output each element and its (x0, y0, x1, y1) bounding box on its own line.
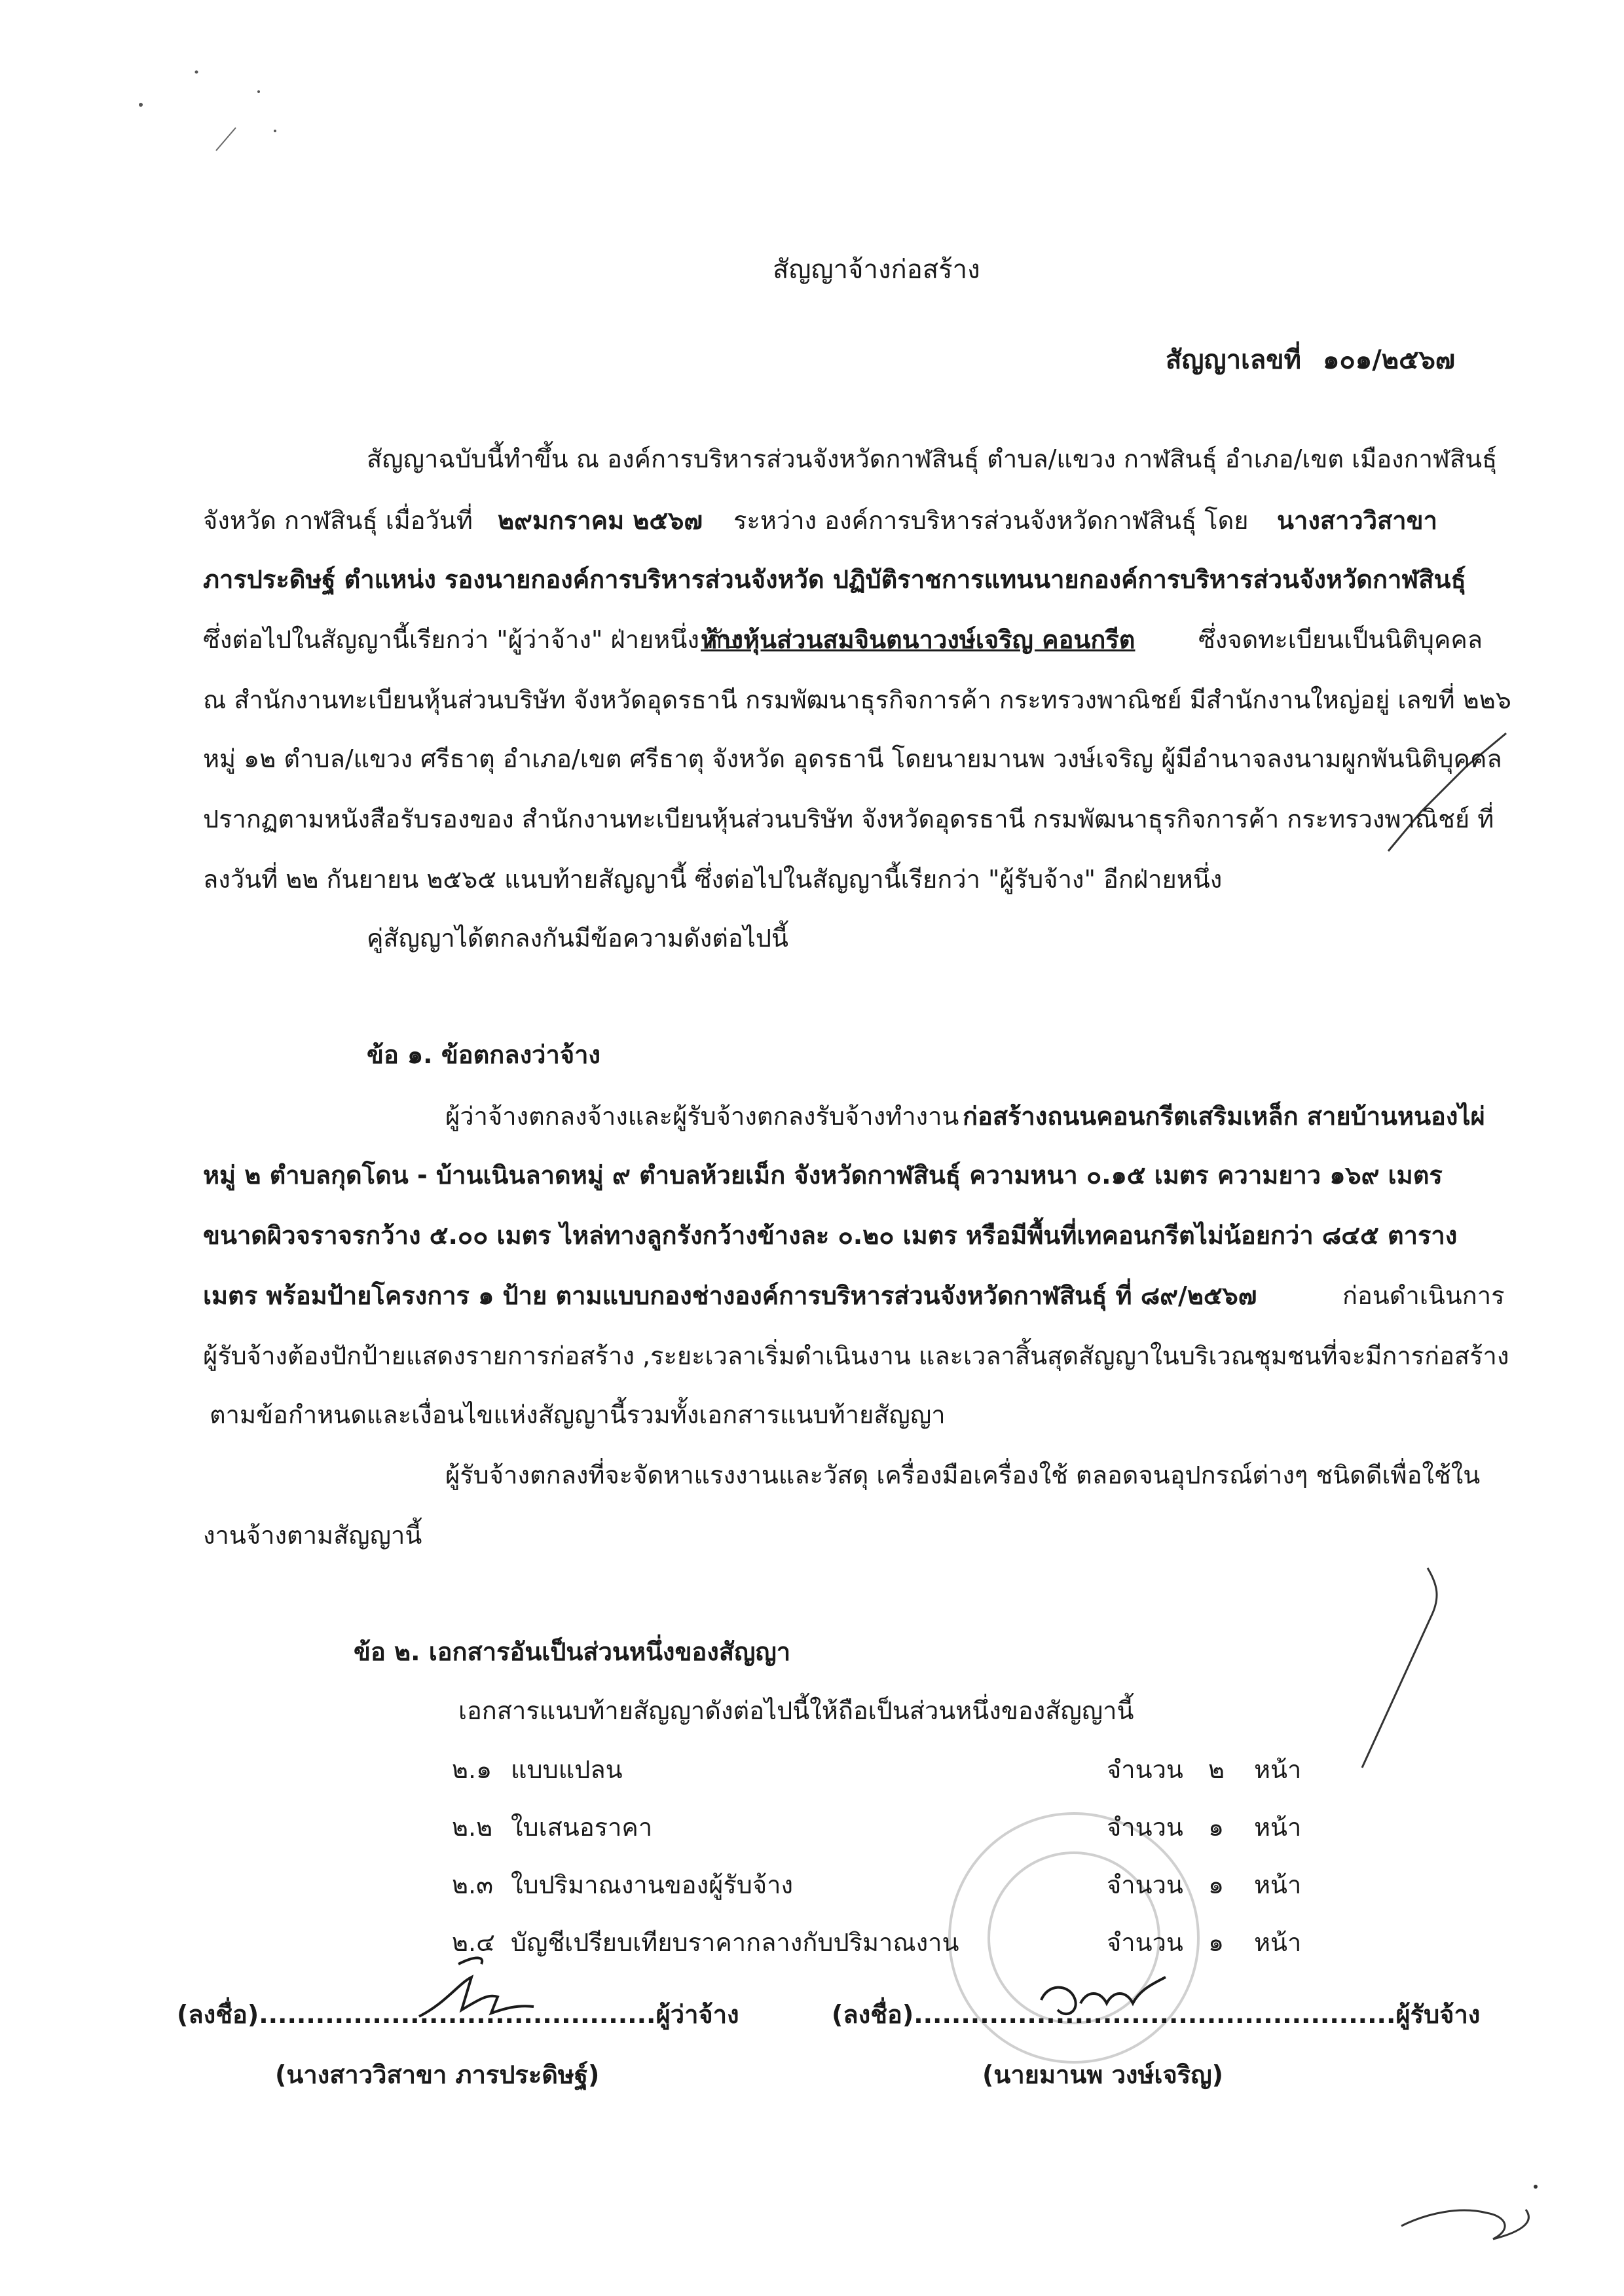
intro-line-8: ลงวันที่ ๒๒ กันยายน ๒๕๖๕ แนบท้ายสัญญานี้ ซึ่งต่อไปในสัญญานี้เรียกว่า "ผู้รับจ้าง" อีกฝ่ายหนึ่ง (203, 865, 1223, 894)
attachment-unit: หน้า (1254, 1813, 1302, 1842)
attachment-unit: หน้า (1254, 1755, 1302, 1784)
attachment-unit: หน้า (1254, 1928, 1302, 1957)
contractor-signatory-name: (นายมานพ วงษ์เจริญ) (982, 2060, 1223, 2089)
clause-1-line-2: หมู่ ๒ ตำบลกุดโดน - บ้านเนินลาดหมู่ ๙ ตำบลห้วยเม็ก จังหวัดกาฬสินธุ์ ความหนา ๐.๑๕ เมตร ความยาว ๑๖๙ เมตร (203, 1161, 1443, 1190)
attachment-count: ๑ (1208, 1928, 1225, 1957)
clause-1-line-3: ขนาดผิวจราจรกว้าง ๕.๐๐ เมตร ไหล่ทางลูกรังกว้างข้างละ ๐.๒๐ เมตร หรือมีพื้นที่เทคอนกรีตไม่น้อยกว่า ๘๔๕ ตาราง (203, 1221, 1458, 1250)
attachment-count: ๒ (1208, 1755, 1225, 1784)
attachment-count-label: จำนวน (1107, 1928, 1183, 1957)
contract-date: ๒๙มกราคม ๒๕๖๗ (498, 506, 703, 535)
attachment-count-label: จำนวน (1107, 1813, 1183, 1842)
intro-line-2b: ระหว่าง องค์การบริหารส่วนจังหวัดกาฬสินธุ์ โดย (733, 506, 1249, 535)
attachment-name: ใบปริมาณงานของผู้รับจ้าง (511, 1870, 794, 1899)
attachment-name: แบบแปลน (511, 1755, 623, 1784)
attachment-unit: หน้า (1254, 1870, 1302, 1899)
clause-1-heading: ข้อ ๑. ข้อตกลงว่าจ้าง (367, 1040, 600, 1069)
clause-1-line-7: ผู้รับจ้างตกลงที่จะจัดหาแรงงานและวัสดุ เครื่องมือเครื่องใช้ ตลอดจนอุปกรณ์ต่างๆ ชนิดดีเพื่อใช้ใน (445, 1461, 1481, 1489)
intro-line-7: ปรากฏตามหนังสือรับรองของ สำนักงานทะเบียนหุ้นส่วนบริษัท จังหวัดอุดรธานี กรมพัฒนาธุรกิจการค้า กระทรวงพาณิชย์ ที่ (203, 805, 1494, 833)
intro-line-2a: จังหวัด กาฬสินธุ์ เมื่อวันที่ (203, 506, 473, 535)
clause-1-line-4a: เมตร พร้อมป้ายโครงการ ๑ ป้าย ตามแบบกองช่างองค์การบริหารส่วนจังหวัดกาฬสินธุ์ ที่ ๘๙/๒๕๖๗ (203, 1281, 1257, 1310)
clause-1-line-1a: ผู้ว่าจ้างตกลงจ้างและผู้รับจ้างตกลงรับจ้างทำงาน (445, 1102, 959, 1131)
attachment-no: ๒.๓ (452, 1870, 494, 1899)
intro-line-9: คู่สัญญาได้ตกลงกันมีข้อความดังต่อไปนี้ (367, 924, 788, 953)
contract-number-label: สัญญาเลขที่ (1166, 345, 1301, 375)
initials-mark (1401, 2210, 1528, 2239)
clause-1-line-5: ผู้รับจ้างต้องปักป้ายแสดงรายการก่อสร้าง ,ระยะเวลาเริ่มดำเนินงาน และเวลาสิ้นสุดสัญญาในบริเวณชุมชนที่จะมีการก่อสร้าง (203, 1341, 1509, 1370)
attachment-count: ๑ (1208, 1813, 1225, 1842)
intro-line-5: ณ สำนักงานทะเบียนหุ้นส่วนบริษัท จังหวัดอุดรธานี กรมพัฒนาธุรกิจการค้า กระทรวงพาณิชย์ มีสำนักงานใหญ่อยู่ เลขที่ ๒๒๖ (203, 685, 1511, 714)
contractor-signature-line: (ลงชื่อ)...................................................ผู้รับจ้าง (832, 2000, 1481, 2029)
clause-1-project: ก่อสร้างถนนคอนกรีตเสริมเหล็ก สายบ้านหนองไผ่ (963, 1102, 1485, 1131)
attachment-name: บัญชีเปรียบเทียบราคากลางกับปริมาณงาน (511, 1928, 959, 1957)
contract-number-value: ๑๐๑/๒๕๖๗ (1323, 345, 1455, 375)
attachment-no: ๒.๒ (452, 1813, 493, 1842)
clause-1-line-8: งานจ้างตามสัญญานี้ (203, 1521, 422, 1550)
contractor-company: ห้างหุ้นส่วนสมจินตนาวงษ์เจริญ คอนกรีต (701, 625, 1135, 654)
employer-signatory-name: (นางสาววิสาขา ภารประดิษฐ์) (275, 2060, 600, 2089)
attachment-no: ๒.๑ (452, 1755, 492, 1784)
intro-line-4a: ซึ่งต่อไปในสัญญานี้เรียกว่า "ผู้ว่าจ้าง" ฝ่ายหนึ่ง กับ (203, 625, 739, 654)
clause-2-heading: ข้อ ๒. เอกสารอันเป็นส่วนหนึ่งของสัญญา (354, 1637, 791, 1666)
attachment-count-label: จำนวน (1107, 1870, 1183, 1899)
attachment-name: ใบเสนอราคา (511, 1813, 653, 1842)
intro-line-4b: ซึ่งจดทะเบียนเป็นนิติบุคคล (1198, 625, 1483, 654)
intro-line-1: สัญญาฉบับนี้ทำขึ้น ณ องค์การบริหารส่วนจังหวัดกาฬสินธุ์ ตำบล/แขวง กาฬสินธุ์ อำเภอ/เขต เมืองกาฬสินธุ์ (367, 445, 1498, 473)
clause-1-line-6: ตามข้อกำหนดและเงื่อนไขแห่งสัญญานี้รวมทั้งเอกสารแนบท้ายสัญญา (210, 1400, 946, 1429)
employer-name-part: นางสาววิสาขา (1277, 506, 1437, 535)
attachment-count-label: จำนวน (1107, 1755, 1183, 1784)
clause-1-line-4b: ก่อนดำเนินการ (1342, 1281, 1505, 1310)
intro-line-3: ภารประดิษฐ์ ตำแหน่ง รองนายกองค์การบริหารส่วนจังหวัด ปฏิบัติราชการแทนนายกองค์การบริหารส่วนจังหวัดกาฬสินธุ์ (203, 565, 1466, 594)
attachment-no: ๒.๔ (452, 1928, 495, 1957)
document-title: สัญญาจ้างก่อสร้าง (773, 255, 980, 285)
attachment-count: ๑ (1208, 1870, 1225, 1899)
employer-signature-line: (ลงชื่อ)..........................................ผู้ว่าจ้าง (177, 2000, 739, 2029)
intro-line-6: หมู่ ๑๒ ตำบล/แขวง ศรีธาตุ อำเภอ/เขต ศรีธาตุ จังหวัด อุดรธานี โดยนายมานพ วงษ์เจริญ ผู้มีอำนาจลงนามผูกพันนิติบุคคล (203, 744, 1502, 773)
clause-2-intro: เอกสารแนบท้ายสัญญาดังต่อไปนี้ให้ถือเป็นส่วนหนึ่งของสัญญานี้ (458, 1696, 1134, 1725)
